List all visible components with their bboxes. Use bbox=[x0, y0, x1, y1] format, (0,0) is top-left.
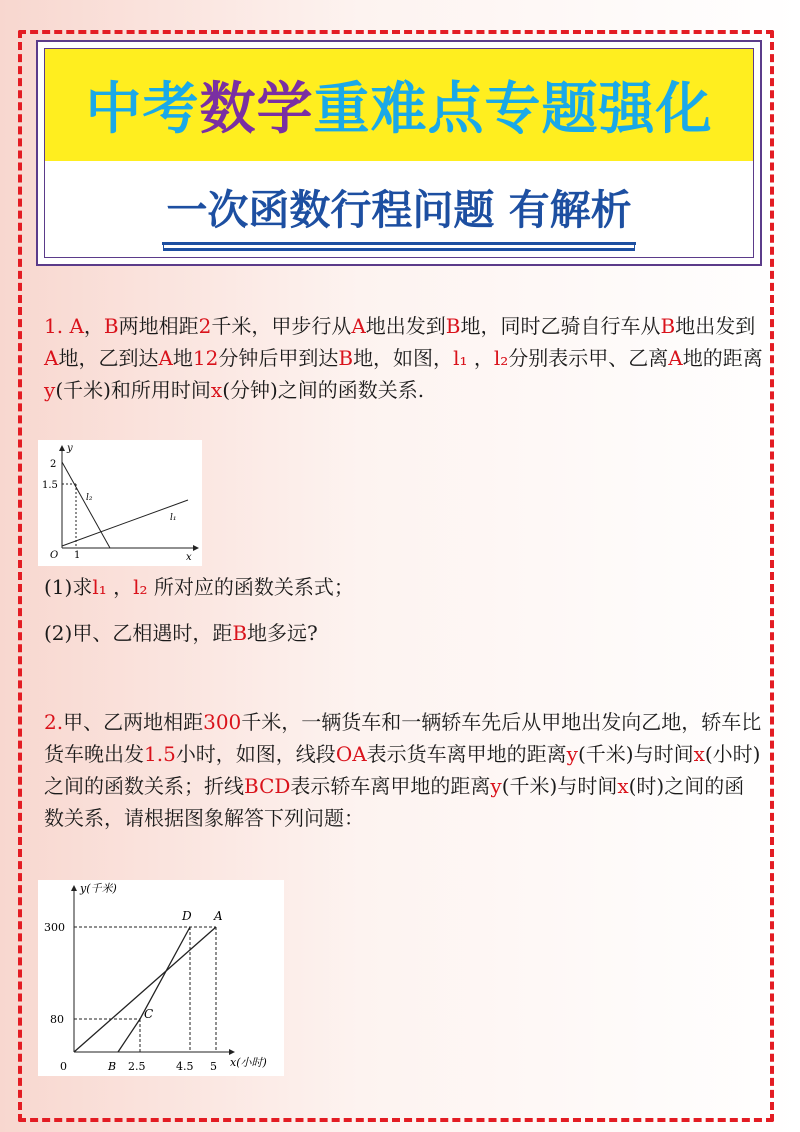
q2-point-d: D bbox=[182, 909, 192, 923]
q1-seg: x bbox=[210, 378, 223, 402]
question-2-number: 2. bbox=[44, 710, 64, 734]
q1-part1-sep: ， bbox=[113, 575, 134, 599]
q1-y-label: y bbox=[67, 443, 73, 454]
q1-seg: 地出发到 bbox=[365, 314, 446, 338]
q1-origin: O bbox=[50, 550, 59, 561]
q2-tick-300: 300 bbox=[44, 921, 65, 934]
q1-label-l1: l₁ bbox=[170, 513, 177, 523]
q1-part-2 bbox=[44, 618, 318, 648]
q1-seg: A bbox=[69, 314, 84, 338]
q1-seg: B bbox=[338, 346, 354, 370]
q2-point-b: B bbox=[108, 1060, 117, 1073]
q2-seg: OA bbox=[335, 742, 367, 766]
q1-part-1 bbox=[44, 572, 354, 602]
q2-tick-80: 80 bbox=[50, 1013, 64, 1026]
header-banner bbox=[36, 40, 762, 266]
q2-seg: 表示货车离甲地的距离 bbox=[366, 742, 567, 766]
title-part-2: 数学 bbox=[199, 77, 314, 142]
q2-graph-svg bbox=[38, 880, 284, 1076]
title-part-1: 中考 bbox=[85, 77, 200, 142]
q1-seg: 地，同时乙骑自行车从 bbox=[460, 314, 661, 338]
page-subtitle: 一次函数行程问题 有解析 bbox=[162, 177, 635, 245]
q1-seg: A bbox=[44, 346, 59, 370]
q1-tick-x-1: 1 bbox=[74, 550, 81, 561]
q2-x-label: x(小时) bbox=[230, 1056, 267, 1069]
question-1-text bbox=[44, 310, 764, 406]
q1-seg: 地，乙到达 bbox=[58, 346, 159, 370]
q1-graph bbox=[38, 440, 202, 566]
title-part-3: 重难点专题强化 bbox=[313, 77, 713, 142]
q1-part1-l1: l₁ bbox=[92, 575, 107, 599]
q2-seg: (时)之间的函数关系，请根据图象解答下列问题： bbox=[44, 774, 745, 830]
q1-seg: (分钟)之间的函数关系. bbox=[222, 378, 425, 402]
q2-seg: 小时，如图，线段 bbox=[175, 742, 336, 766]
q1-tick-1-5: 1.5 bbox=[42, 480, 58, 491]
q2-seg: 1.5 bbox=[144, 742, 176, 766]
q2-seg: y bbox=[566, 742, 578, 766]
q2-seg: x bbox=[617, 774, 629, 798]
q1-seg: 12 bbox=[192, 346, 219, 370]
q2-seg: y bbox=[490, 774, 502, 798]
q1-seg: y bbox=[44, 378, 56, 402]
q1-seg: 2 bbox=[198, 314, 212, 338]
q2-tick-2-5: 2.5 bbox=[128, 1060, 146, 1073]
q1-seg: l₂ bbox=[493, 346, 509, 370]
q2-graph bbox=[38, 880, 284, 1076]
q1-seg: B bbox=[660, 314, 676, 338]
q1-seg: 两地相距 bbox=[118, 314, 199, 338]
q1-seg: 分别表示甲、乙离 bbox=[508, 346, 669, 370]
q2-tick-5: 5 bbox=[210, 1060, 217, 1073]
q1-part2-b: B bbox=[232, 621, 248, 645]
q2-seg: (小时)之间的函数关系；折线 bbox=[44, 742, 761, 798]
q1-seg: 千米，甲步行从 bbox=[211, 314, 352, 338]
q1-graph-svg bbox=[38, 440, 202, 566]
q1-seg: l₁ bbox=[453, 346, 468, 370]
q2-point-c: C bbox=[144, 1007, 154, 1021]
q1-tick-2: 2 bbox=[50, 459, 57, 470]
question-2-text bbox=[44, 706, 764, 834]
q1-seg: A bbox=[351, 314, 366, 338]
q1-line-l2 bbox=[62, 462, 110, 548]
q2-seg: BCD bbox=[244, 774, 291, 798]
q1-line-l1 bbox=[62, 500, 188, 546]
q1-seg: A bbox=[158, 346, 173, 370]
q1-seg: A bbox=[668, 346, 683, 370]
q1-seg: B bbox=[103, 314, 119, 338]
q1-part2-tail: 地多远? bbox=[247, 621, 318, 645]
q1-part2-text: (2)甲、乙相遇时，距 bbox=[44, 621, 233, 645]
q2-seg: 300 bbox=[203, 710, 242, 734]
q2-seg: 千米，一辆货车和一辆轿车先后从甲地出发向乙地，轿车比货车晚出发 bbox=[44, 710, 762, 766]
title-band bbox=[45, 49, 753, 161]
q2-origin: 0 bbox=[60, 1060, 67, 1073]
q1-seg: 地出发到 bbox=[675, 314, 756, 338]
q1-label-l2: l₂ bbox=[86, 493, 93, 503]
q1-seg: 分钟后甲到达 bbox=[218, 346, 339, 370]
q1-seg: 地 bbox=[172, 346, 193, 370]
q1-x-label: x bbox=[186, 552, 192, 563]
header-inner-frame bbox=[44, 48, 754, 258]
q1-seg: 地的距离 bbox=[682, 346, 763, 370]
q2-polyline-bcd bbox=[118, 927, 190, 1052]
q2-seg: x bbox=[693, 742, 705, 766]
q1-part1-l2: l₂ bbox=[133, 575, 148, 599]
page-title bbox=[86, 65, 713, 145]
q2-y-label: y(千米) bbox=[80, 882, 117, 895]
q1-seg: ， bbox=[473, 346, 494, 370]
q1-seg: ， bbox=[83, 314, 104, 338]
q2-seg: 甲、乙两地相距 bbox=[63, 710, 204, 734]
q1-seg: 地，如图， bbox=[353, 346, 454, 370]
q1-seg: (千米)和所用时间 bbox=[55, 378, 211, 402]
q2-seg: 表示轿车离甲地的距离 bbox=[290, 774, 491, 798]
q2-point-a: A bbox=[214, 909, 223, 923]
question-1-number: 1. bbox=[44, 314, 64, 338]
q2-tick-4-5: 4.5 bbox=[176, 1060, 194, 1073]
q2-seg: (千米)与时间 bbox=[501, 774, 618, 798]
q1-seg: B bbox=[445, 314, 461, 338]
q1-part1-tail: 所对应的函数关系式； bbox=[153, 575, 354, 599]
q2-seg: (千米)与时间 bbox=[577, 742, 694, 766]
q1-part1-text: (1)求 bbox=[44, 575, 93, 599]
q2-segment-oa bbox=[74, 927, 216, 1052]
